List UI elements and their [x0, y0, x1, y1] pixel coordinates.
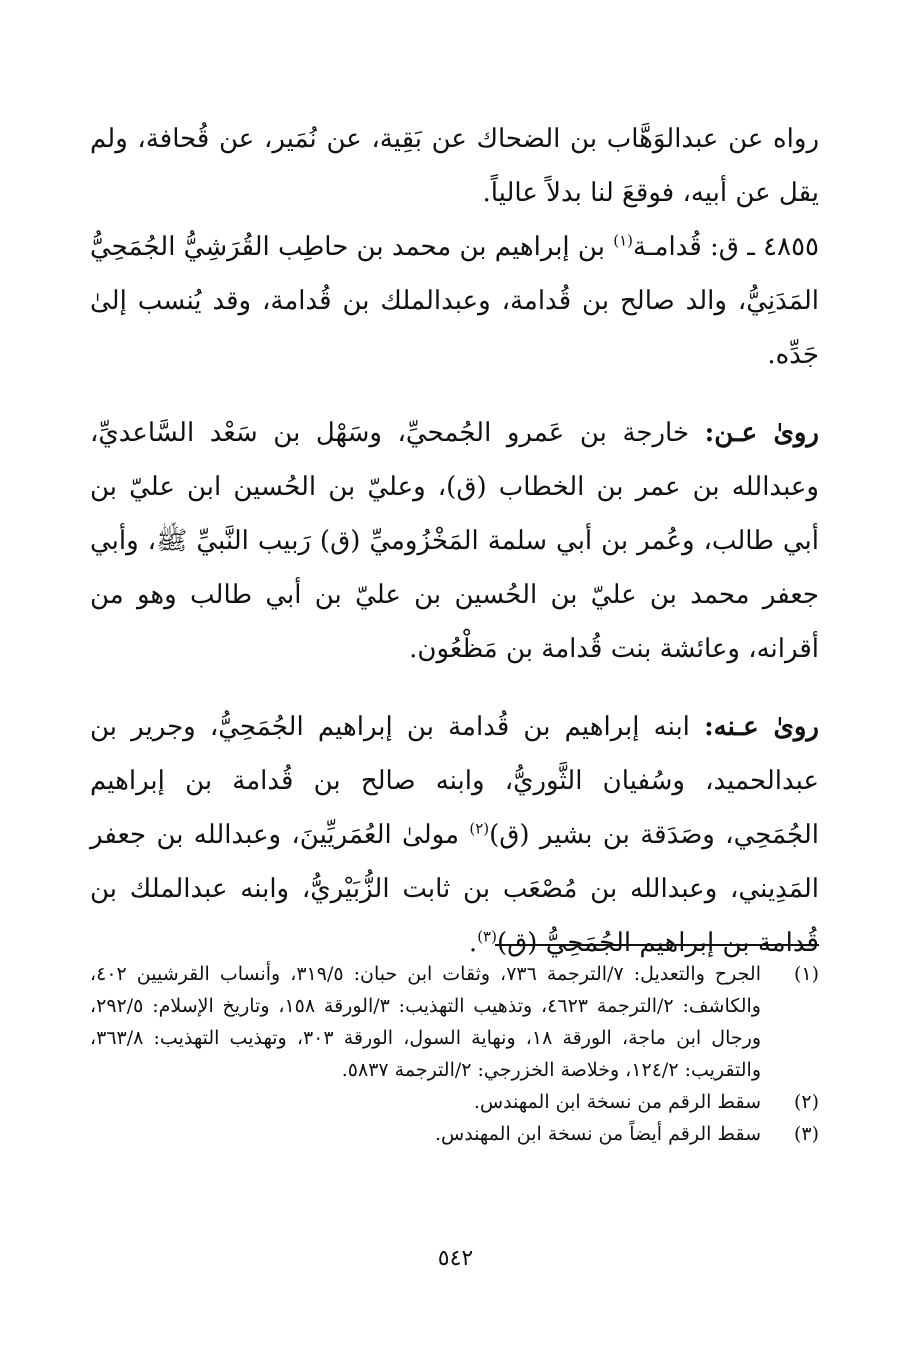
paragraph-entry-header: ٤٨٥٥ ـ ق: قُدامـة$^{(١)}$ بن إبراهيم بن محمد بن حاطِب القُرَشِيُّ الجُمَحِيُّ المَدَنِيُّ، والد صالح بن قُدامة، وعبدالملك بن قُدامة، وقد يُنسب إلىٰ جَدِّه.: [90, 231, 819, 370]
footnote-text: سقط الرقم من نسخة ابن المهندس.: [473, 1091, 761, 1113]
footnote-divider: [495, 944, 819, 946]
footnote-1: [90, 958, 819, 1086]
footnote-3: [90, 1118, 819, 1150]
footnote-text: الجرح والتعديل: ٧/الترجمة ٧٣٦، وثقات ابن حبان: ٣١٩/٥، وأنساب القرشيين ٤٠٢، والكاشف: ٢/الترجمة ٤٦٢٣، وتذهيب التهذيب: ٣/الورقة ١٥٨، وتاريخ الإسلام: ٢٩٢/٥، ورجال ابن ماجة، الورقة ١٨، ونهاية السول، الورقة ٣٠٣، وتهذيب التهذيب: ٣٦٣/٨، والتقريب: ١٢٤/٢، وخلاصة الخزرجي: ٢/الترجمة ٥٨٣٧.: [90, 963, 761, 1081]
page-number: ٥٤٢: [437, 1246, 474, 1271]
footnote-ref-1[interactable]: (١): [613, 231, 633, 250]
paragraph-narration: رواه عن عبدالوَهَّاب بن الضحاك عن بَقِية، عن نُمَير، عن قُحافة، ولم يقل عن أبيه، فوقعَ لنا بدلاً عالياً.: [90, 124, 819, 208]
main-text: [90, 112, 819, 970]
paragraph-narrated-by: روىٰ عـنه: ابنه إبراهيم بن قُدامة بن إبراهيم الجُمَحِيُّ، وجرير بن عبدالحميد، وسُفيان الثَّوريُّ، وابنه صالح بن قُدامة بن إبراهيم الجُمَحِي، وصَدَقة بن بشير (ق)$^{(٢)}$ مولىٰ العُمَريِّينَ، وعبدالله بن جعفر المَدِيني، وعبدالله بن مُصْعَب بن ثابت الزُّبَيْريُّ، وابنه عبدالملك بن قُدامة بن إبراهيم الجُمَحِيُّ (ق)$^{(٣)}$.: [90, 712, 819, 958]
footnote-ref-3[interactable]: (٣): [477, 927, 497, 946]
footnote-text: سقط الرقم أيضاً من نسخة ابن المهندس.: [434, 1123, 761, 1145]
footnote-ref-2[interactable]: (٢): [469, 819, 490, 838]
paragraph-narrated-from: روىٰ عـن: خارجة بن عَمرو الجُمحيِّ، وسَهْل بن سَعْد السَّاعديِّ، وعبدالله بن عمر بن الخطاب (ق)، وعليّ بن الحُسين ابن عليّ بن أبي طالب، وعُمر بن أبي سلمة المَخْزُوميِّ (ق) رَبيب النَّبيِّ ﷺ، وأبي جعفر محمد بن عليّ بن الحُسين بن عليّ بن أبي طالب وهو من أقرانه، وعائشة بنت قُدامة بن مَظْعُون.: [90, 418, 819, 664]
footnotes: [90, 958, 819, 1150]
footnote-number: (٣): [793, 1123, 819, 1145]
section-lead: روىٰ عـنه:: [704, 712, 819, 742]
section-lead: روىٰ عـن:: [704, 418, 819, 448]
footnote-number: (١): [793, 963, 819, 985]
footnote-number: (٢): [793, 1091, 819, 1113]
footnote-2: [90, 1086, 819, 1118]
